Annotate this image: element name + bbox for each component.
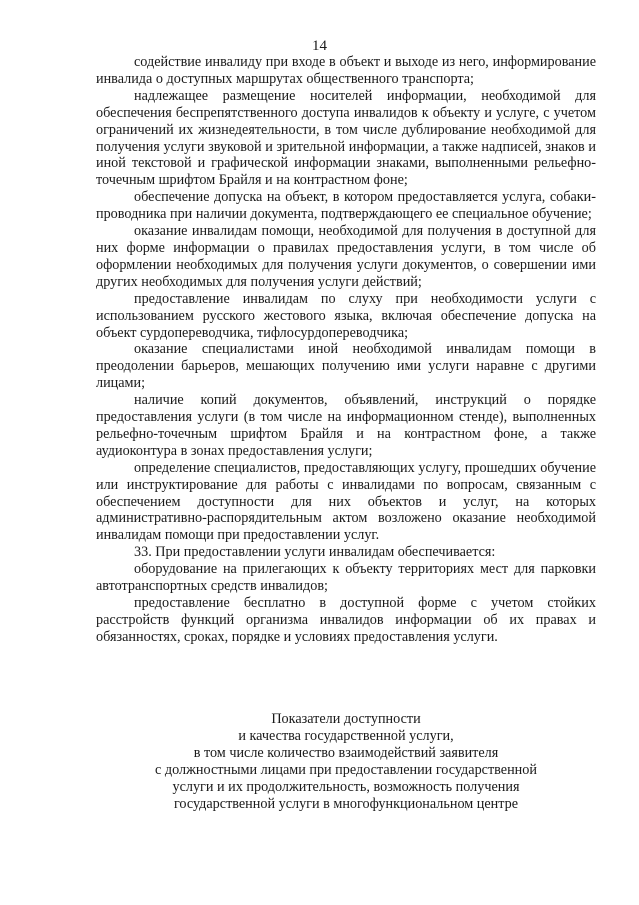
paragraph: наличие копий документов, объявлений, инструкций о порядке предоставления услуги (в том числе на информационном стенде), выполненных рельефно-точечным шрифтом Брайля и на контрастном фоне, а также аудиоконтура в зонах предоставления услуги; [96, 392, 596, 459]
body-text [96, 54, 596, 646]
paragraph: содействие инвалиду при входе в объект и выходе из него, информирование инвалида о доступных маршрутах общественного транспорта; [96, 54, 596, 87]
heading-line: и качества государственной услуги, [238, 728, 454, 744]
heading-line: в том числе количество взаимодействий заявителя [193, 745, 499, 761]
paragraph: оборудование на прилегающих к объекту территориях мест для парковки автотранспортных средств инвалидов; [96, 561, 596, 595]
section-33-heading: 33. При предоставлении услуги инвалидам обеспечивается: [134, 544, 496, 561]
paragraph: предоставление бесплатно в доступной форме с учетом стойких расстройств функций организма инвалидов информации об их правах и обязанностях, сроках, порядке и условиях предоставления услуги. [96, 595, 596, 645]
section-heading [96, 711, 596, 813]
heading-line: услуги и их продолжительность, возможность получения [172, 779, 520, 795]
paragraph: оказание инвалидам помощи, необходимой для получения в доступной для них форме информации о правилах предоставления услуги, в том числе об оформлении необходимых для получения услуги документов, о совершении ими других необходимых для получения услуги действий; [96, 223, 596, 290]
paragraph: обеспечение допуска на объект, в котором предоставляется услуга, собаки-проводника при наличии документа, подтверждающего ее специальное обучение; [96, 189, 596, 223]
heading-line: с должностными лицами при предоставлении государственной [155, 762, 537, 778]
page-number: 14 [312, 38, 327, 54]
heading-line: Показатели доступности [271, 711, 421, 727]
paragraph: определение специалистов, предоставляющих услугу, прошедших обучение или инструктирование для работы с инвалидами по вопросам, связанным с обеспечением доступности для них объектов и услуг, на которых административно-распорядительным актом возложено оказание необходимой инвалидам помощи при предоставлении услуг. [96, 459, 596, 544]
paragraph: надлежащее размещение носителей информации, необходимой для обеспечения беспрепятственного доступа инвалидов к объекту и услуге, с учетом ограничений их жизнедеятельности, в том числе дублирование необходимой для получения услуги звуковой и зрительной информации, а также надписей, знаков и иной текстовой и графической информации знаками, выполненными рельефно-точечным шрифтом Брайля и на контрастном фоне; [96, 87, 596, 189]
heading-line: государственной услуги в многофункциональном центре [173, 796, 519, 812]
paragraph: оказание специалистами иной необходимой инвалидам помощи в преодолении барьеров, мешающих получению ими услуги наравне с другими лицами; [96, 341, 596, 392]
paragraph: предоставление инвалидам по слуху при необходимости услуги с использованием русского жестового языка, включая обеспечение допуска на объект сурдопереводчика, тифлосурдопереводчика; [96, 290, 596, 341]
